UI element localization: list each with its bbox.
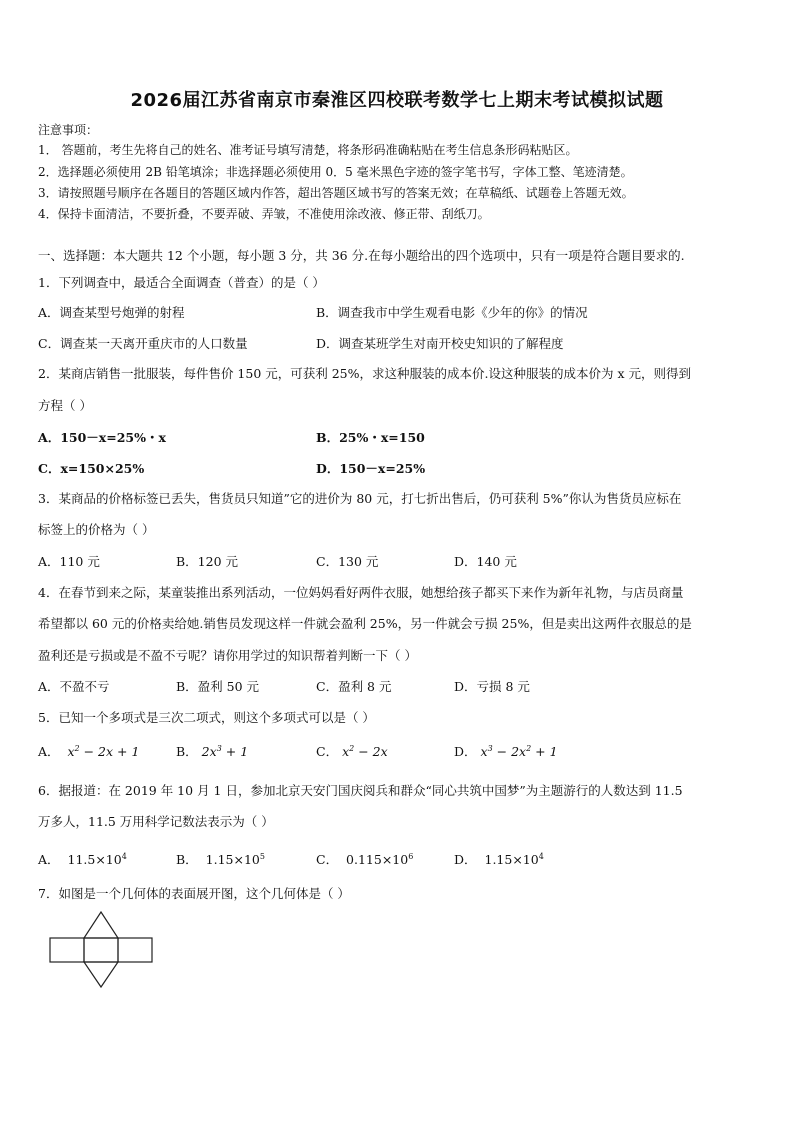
q2-stem-line1: 2．某商店销售一批服装，每件售价 150 元，可获利 25%，求这种服装的成本价.设这种服装的成本价为 x 元，则得到 (38, 366, 691, 381)
q6-option-a-label: A． (38, 852, 60, 867)
q4-option-a: A．不盈不亏 (38, 679, 110, 694)
q5-option-b (176, 742, 248, 760)
net-bottom-triangle (84, 962, 118, 987)
net-right-rectangle (118, 938, 152, 962)
q2-option-c: C．x=150×25% (38, 461, 145, 476)
q2-option-b: B．25%・x=150 (316, 430, 425, 445)
q5-option-b-formula: $2x^3 + 1$ (201, 743, 249, 759)
q6-stem-line2: 万多人，11.5 万用科学记数法表示为（ ） (38, 814, 274, 829)
notice-heading: 注意事项： (38, 123, 99, 137)
q4-stem-line1: 4．在春节到来之际，某童装推出系列活动，一位妈妈看好两件衣服，她想给孩子都买下来作为新年礼物，与店员商量 (38, 585, 684, 600)
q5-option-c (316, 742, 388, 760)
q1-stem: 1．下列调查中，最适合全面调查（普查）的是（ ） (38, 275, 325, 290)
net-left-rectangle (50, 938, 84, 962)
q3-option-b: B．120 元 (176, 554, 239, 569)
notice-item-4: 4．保持卡面清洁，不要折叠，不要弄破、弄皱，不准使用涂改液、修正带、刮纸刀。 (38, 207, 490, 221)
q6-stem-line1: 6．据报道：在 2019 年 10 月 1 日，参加北京天安门国庆阅兵和群众“同心共筑中国梦”为主题游行的人数达到 11.5 (38, 783, 683, 798)
q6-option-a-formula: $11.5\times 10^4$ (63, 851, 127, 867)
q1-option-d: D．调查某班学生对南开校史知识的了解程度 (316, 336, 564, 351)
q6-option-b (176, 850, 265, 868)
q4-stem-line3: 盈利还是亏损或是不盈不亏呢？请你用学过的知识帮着判断一下（ ） (38, 648, 417, 663)
q7-stem: 7．如图是一个几何体的表面展开图，这个几何体是（ ） (38, 886, 350, 901)
q5-option-a-label: A． (38, 744, 60, 759)
q5-option-c-formula: $x^2 - 2x$ (342, 743, 388, 759)
q2-option-d: D．150－x=25% (316, 461, 426, 476)
q5-option-d (454, 742, 558, 760)
net-top-triangle (84, 912, 118, 938)
notice-item-3: 3．请按照题号顺序在各题目的答题区域内作答，超出答题区域书写的答案无效；在草稿纸、试题卷上答题无效。 (38, 186, 634, 200)
q3-stem-line1: 3．某商品的价格标签已丢失，售货员只知道”它的进价为 80 元，打七折出售后，仍可获利 5%”你认为售货员应标在 (38, 491, 682, 506)
q6-option-b-label: B． (176, 852, 198, 867)
q6-option-b-formula: $1.15\times 10^5$ (201, 851, 265, 867)
section-heading: 一、选择题：本大题共 12 个小题，每小题 3 分，共 36 分.在每小题给出的四个选项中，只有一项是符合题目要求的. (38, 248, 685, 263)
q2-stem-line2: 方程（ ） (38, 398, 92, 413)
q3-stem-line2: 标签上的价格为（ ） (38, 522, 155, 537)
q4-option-c: C．盈利 8 元 (316, 679, 392, 694)
q1-option-c: C．调查某一天离开重庆市的人口数量 (38, 336, 248, 351)
q5-option-d-label: D． (454, 744, 477, 759)
q6-option-c-label: C． (316, 852, 339, 867)
q3-option-a: A．110 元 (38, 554, 100, 569)
net-diagram-figure (48, 910, 158, 990)
notice-item-2: 2．选择题必须使用 2B 铅笔填涂；非选择题必须使用 0．5 毫米黑色字迹的签字笔书写，字体工整、笔迹清楚。 (38, 165, 633, 179)
q2-option-a: A．150－x=25%・x (38, 430, 166, 445)
q4-option-b: B．盈利 50 元 (176, 679, 260, 694)
q5-option-d-formula: $x^3 - 2x^2 + 1$ (480, 743, 558, 759)
q6-option-d-formula: $1.15\times 10^4$ (480, 851, 544, 867)
q5-option-b-label: B． (176, 744, 198, 759)
q1-option-b: B．调查我市中学生观看电影《少年的你》的情况 (316, 305, 588, 320)
q5-option-a-formula: $x^2 - 2x + 1$ (63, 743, 140, 759)
q6-option-a (38, 850, 127, 868)
q6-option-d (454, 850, 544, 868)
page-title: 2026届江苏省南京市秦淮区四校联考数学七上期末考试模拟试题 (130, 90, 664, 111)
q1-option-a: A．调查某型号炮弹的射程 (38, 305, 185, 320)
q5-option-a (38, 742, 139, 760)
q5-option-c-label: C． (316, 744, 339, 759)
q4-option-d: D．亏损 8 元 (454, 679, 530, 694)
q4-stem-line2: 希望都以 60 元的价格卖给她.销售员发现这样一件就会盈利 25%，另一件就会亏损 25%，但是卖出这两件衣服总的是 (38, 616, 692, 631)
q6-option-d-label: D． (454, 852, 477, 867)
q5-stem: 5．已知一个多项式是三次二项式，则这个多项式可以是（ ） (38, 710, 375, 725)
q6-option-c-formula: $0.115\times 10^6$ (342, 851, 414, 867)
net-middle-rectangle (84, 938, 118, 962)
notice-item-1: 1． 答题前，考生先将自己的姓名、准考证号填写清楚，将条形码准确粘贴在考生信息条形码粘贴区。 (38, 143, 578, 157)
q3-option-c: C．130 元 (316, 554, 379, 569)
q6-option-c (316, 850, 413, 868)
q3-option-d: D．140 元 (454, 554, 517, 569)
